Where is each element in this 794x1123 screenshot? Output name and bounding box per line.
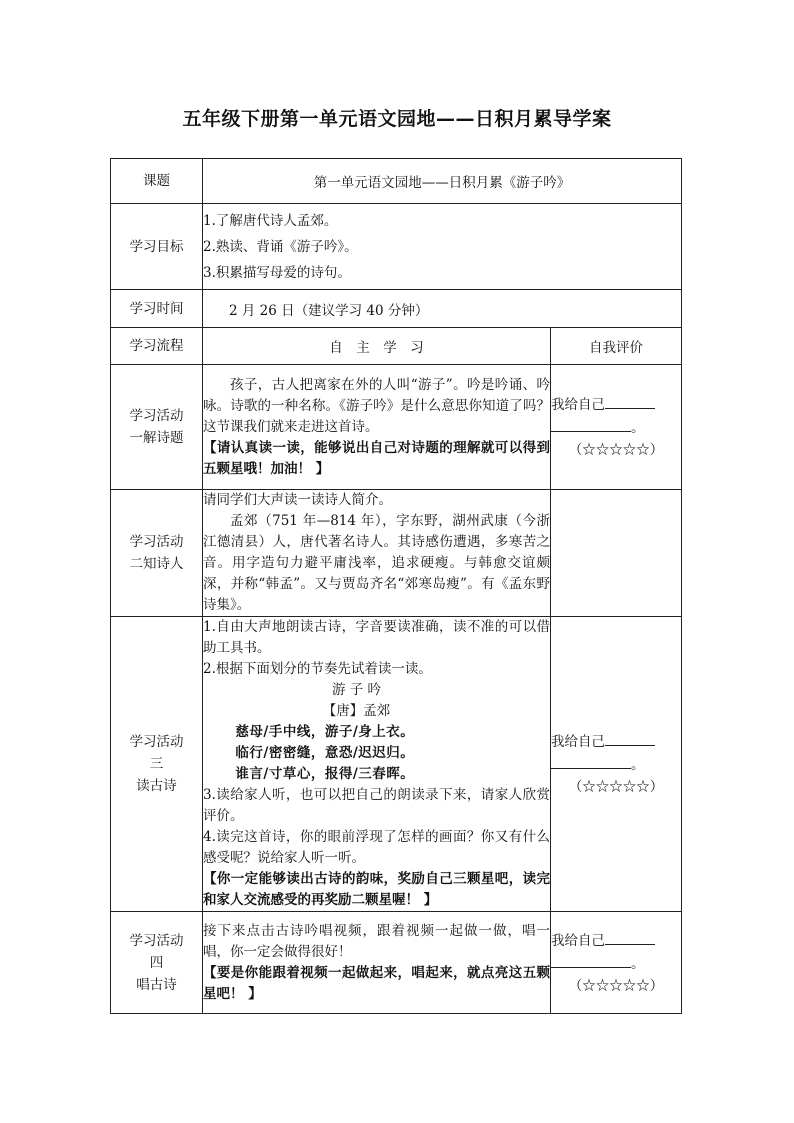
poem-line: 谁言/寸草心，报得/三春晖。 bbox=[235, 766, 415, 782]
activity-1-tip: 【请认真读一读，能够说出自己对诗题的理解就可以得到五颗星哦！加油！ 】 bbox=[203, 439, 550, 477]
activity-4-label: 学习活动 四 唱古诗 bbox=[111, 912, 203, 1014]
score-blank[interactable] bbox=[551, 753, 631, 769]
star-rating: （☆☆☆☆☆） bbox=[568, 779, 664, 795]
activity-1-content bbox=[203, 365, 551, 490]
activity-1-label: 学习活动 一解诗题 bbox=[111, 365, 203, 490]
page-title: 五年级下册第一单元语文园地——日积月累导学案 bbox=[182, 108, 612, 130]
poem-title: 游 子 吟 bbox=[331, 682, 382, 698]
row-activity-2 bbox=[111, 490, 682, 617]
goal-item: 3.积累描写母爱的诗句。 bbox=[203, 264, 351, 281]
goal-item: 2.熟读、背诵《游子吟》。 bbox=[203, 238, 358, 255]
activity-4-eval: 我给自己 。 （☆☆☆☆☆） bbox=[551, 912, 682, 1014]
activity-3-step-3: 3.读给家人听，也可以把自己的朗读录下来，请家人欣赏评价。 bbox=[203, 787, 550, 824]
poem-line: 慈母/手中线，游子/身上衣。 bbox=[235, 724, 415, 740]
activity-2-intro: 请同学们大声读一读诗人简介。 bbox=[203, 492, 392, 508]
self-eval-header: 自我评价 bbox=[551, 328, 682, 365]
score-blank[interactable] bbox=[605, 929, 655, 945]
activity-3-eval: 我给自己 。 （☆☆☆☆☆） bbox=[551, 617, 682, 912]
activity-2-eval bbox=[551, 490, 682, 617]
time-value: 2 月 26 日（建议学习 40 分钟） bbox=[203, 290, 682, 328]
row-topic bbox=[111, 159, 682, 204]
self-study-header: 自 主 学 习 bbox=[203, 328, 551, 365]
activity-4-text: 接下来点击古诗吟唱视频，跟着视频一起做一做，唱一唱，你一定会做得很好！ bbox=[203, 922, 550, 960]
goals-list bbox=[203, 204, 682, 290]
goal-item: 1.了解唐代诗人孟郊。 bbox=[203, 212, 338, 229]
activity-3-content bbox=[203, 617, 551, 912]
activity-3-tip: 【你一定能够读出古诗的韵味，奖励自己三颗星吧，读完和家人交流感受的再奖励二颗星喔！ 】 bbox=[203, 871, 550, 908]
activity-3-step-2: 2.根据下面划分的节奏先试着读一读。 bbox=[203, 661, 432, 677]
poem-line: 临行/密密缝，意恐/迟迟归。 bbox=[235, 745, 415, 761]
poem-author: 【唐】孟郊 bbox=[322, 703, 391, 719]
topic-label: 课题 bbox=[111, 159, 203, 204]
topic-value: 第一单元语文园地——日积月累《游子吟》 bbox=[203, 159, 682, 204]
activity-1-text: 孩子，古人把离家在外的人叫“游子”。吟是吟诵、吟咏。诗歌的一种名称。《游子吟》是什么意思你知道了吗？这节课我们就来走进这首诗。 bbox=[203, 376, 550, 435]
flow-header: 学习流程 bbox=[111, 328, 203, 365]
study-plan-table bbox=[110, 158, 682, 1014]
row-header bbox=[111, 328, 682, 365]
activity-2-content bbox=[203, 490, 551, 617]
activity-4-content bbox=[203, 912, 551, 1014]
score-blank[interactable] bbox=[551, 416, 631, 432]
score-blank[interactable] bbox=[605, 393, 655, 409]
row-activity-3 bbox=[111, 617, 682, 912]
activity-3-step-1: 1.自由大声地朗读古诗，字音要读准确，读不准的可以借助工具书。 bbox=[203, 619, 550, 656]
row-goals bbox=[111, 204, 682, 290]
activity-2-text: 孟郊（751 年—814 年），字东野，湖州武康（今浙江德清县）人，唐代著名诗人。其诗感伤遭遇，多寒苦之音。用字造句力避平庸浅率，追求硬瘦。与韩愈交谊颇深，并称“韩孟”。又与贾岛齐名“郊寒岛瘦”。有《孟东野诗集》。 bbox=[203, 513, 550, 613]
goals-label: 学习目标 bbox=[111, 204, 203, 290]
row-activity-4 bbox=[111, 912, 682, 1014]
row-time bbox=[111, 290, 682, 328]
score-blank[interactable] bbox=[551, 952, 631, 968]
row-activity-1 bbox=[111, 365, 682, 490]
activity-3-label: 学习活动 三 读古诗 bbox=[111, 617, 203, 912]
star-rating: （☆☆☆☆☆） bbox=[568, 977, 664, 994]
star-rating: （☆☆☆☆☆） bbox=[568, 442, 664, 458]
activity-3-step-4: 4.读完这首诗，你的眼前浮现了怎样的画面？你又有什么感受呢？说给家人听一听。 bbox=[203, 829, 550, 866]
activity-4-tip: 【要是你能跟着视频一起做起来，唱起来，就点亮这五颗星吧！ 】 bbox=[203, 964, 550, 1002]
time-label: 学习时间 bbox=[111, 290, 203, 328]
activity-2-label: 学习活动 二知诗人 bbox=[111, 490, 203, 617]
activity-1-eval: 我给自己 。 （☆☆☆☆☆） bbox=[551, 365, 682, 490]
score-blank[interactable] bbox=[605, 730, 655, 746]
